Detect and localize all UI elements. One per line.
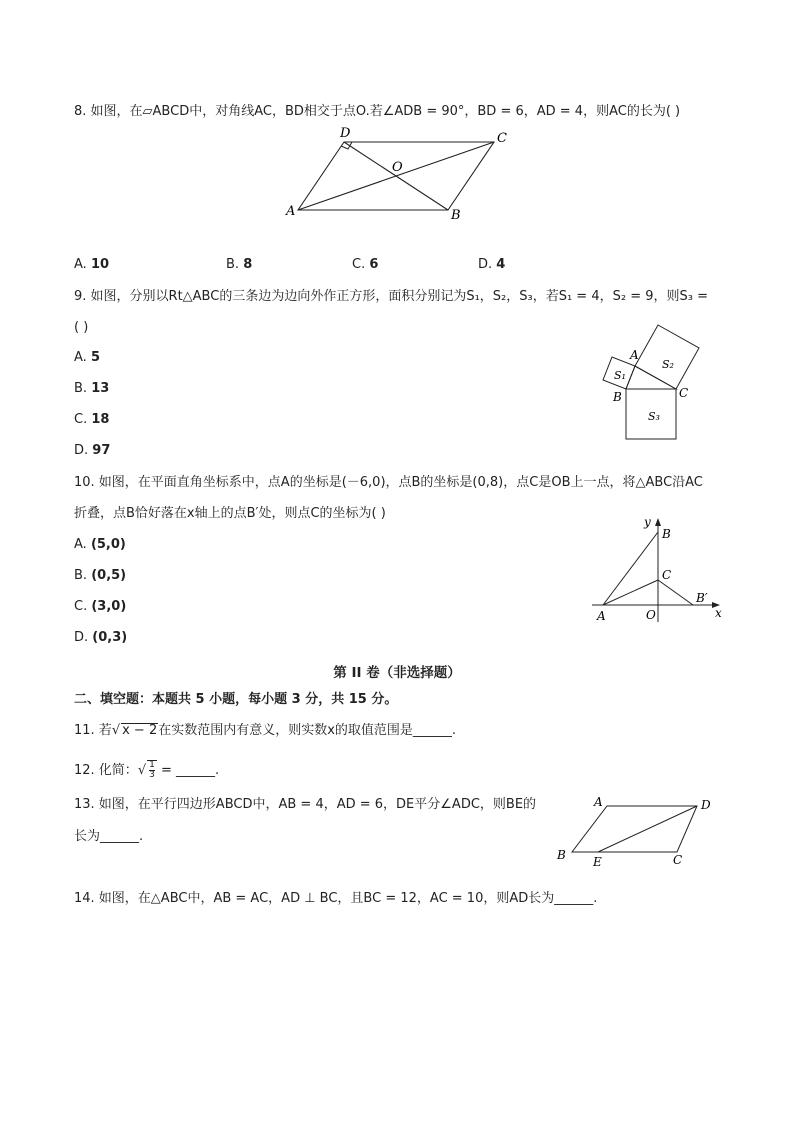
q8-option-a: A. 10: [74, 257, 110, 272]
q8-label-D: D: [340, 126, 351, 141]
q11-text: 11. 若√ x − 2在实数范围内有意义，则实数x的取值范围是______.: [74, 723, 457, 738]
q13-label-A: A: [594, 795, 603, 809]
q10-label-C: C: [662, 568, 672, 582]
q8-option-b: B. 8: [226, 257, 253, 272]
q8-label-O: O: [392, 160, 403, 175]
q13-label-B: B: [557, 848, 566, 862]
q12-text: 12. 化简：√ $\frac{1}{3}$ = ______.: [74, 760, 220, 780]
q8-option-d: D. 4: [478, 257, 506, 272]
q8-option-c: C. 6: [352, 257, 379, 272]
q13-label-C: C: [673, 853, 683, 867]
q13-label-D: D: [701, 798, 711, 812]
part2-title: 第 II 卷（非选择题）: [333, 665, 461, 681]
q8-parallelogram-figure: [278, 122, 518, 226]
q10-option-b: B. (0,5): [74, 568, 127, 583]
q10-label-A: A: [597, 609, 606, 623]
q10-option-c: C. (3,0): [74, 599, 127, 614]
q10-label-y: y: [644, 515, 651, 529]
q9-label-S3: S₃: [648, 410, 660, 423]
q12-fraction: $\frac{1}{3}$: [149, 760, 155, 780]
q9-label-B: B: [613, 390, 622, 404]
q9-label-C: C: [679, 386, 689, 400]
q9-option-b: B. 13: [74, 381, 110, 396]
q13-text-line2: 长为______.: [74, 829, 144, 844]
q9-text-line2: ( ): [74, 320, 89, 335]
q8-text: 8. 如图，在▱ABCD中，对角线AC，BD相交于点O.若∠ADB = 90°，BD = 6，AD = 4，则AC的长为( ): [74, 104, 681, 119]
q9-option-c: C. 18: [74, 412, 110, 427]
q10-text-line1: 10. 如图，在平面直角坐标系中，点A的坐标是(－6,0)，点B的坐标是(0,8)，点C是OB上一点，将△ABC沿AC: [74, 475, 703, 490]
q10-label-B: B: [662, 527, 671, 541]
q9-label-A: A: [630, 348, 639, 362]
q8-label-B: B: [451, 208, 461, 223]
q9-option-d: D. 97: [74, 443, 111, 458]
q9-option-a: A. 5: [74, 350, 100, 365]
q10-label-Bprime: B′: [696, 591, 708, 605]
q10-text-line2: 折叠，点B恰好落在x轴上的点B′处，则点C的坐标为( ): [74, 506, 386, 521]
q10-option-a: A. (5,0): [74, 537, 126, 552]
q13-label-E: E: [593, 855, 602, 869]
section2-heading: 二、填空题：本题共 5 小题，每小题 3 分，共 15 分。: [74, 692, 398, 707]
q9-label-S1: S₁: [614, 369, 626, 382]
q13-parallelogram-figure: [552, 792, 728, 870]
q9-label-S2: S₂: [662, 358, 674, 371]
q13-text-line1: 13. 如图，在平行四边形ABCD中，AB = 4，AD = 6，DE平分∠ADC，则BE的: [74, 797, 537, 812]
q8-label-C: C: [497, 131, 507, 146]
q11-radicand: x − 2: [122, 723, 158, 738]
q10-coordinate-figure: [586, 510, 732, 626]
q9-squares-figure: [596, 322, 706, 444]
q10-label-x: x: [715, 606, 722, 620]
q10-option-d: D. (0,3): [74, 630, 128, 645]
q14-text: 14. 如图，在△ABC中，AB = AC，AD ⊥ BC，且BC = 12，AC = 10，则AD长为______.: [74, 891, 598, 906]
q9-text-line1: 9. 如图，分别以Rt△ABC的三条边为边向外作正方形，面积分别记为S₁，S₂，S₃，若S₁ = 4，S₂ = 9，则S₃ =: [74, 289, 708, 304]
q10-label-O: O: [646, 608, 656, 622]
q8-label-A: A: [286, 204, 296, 219]
